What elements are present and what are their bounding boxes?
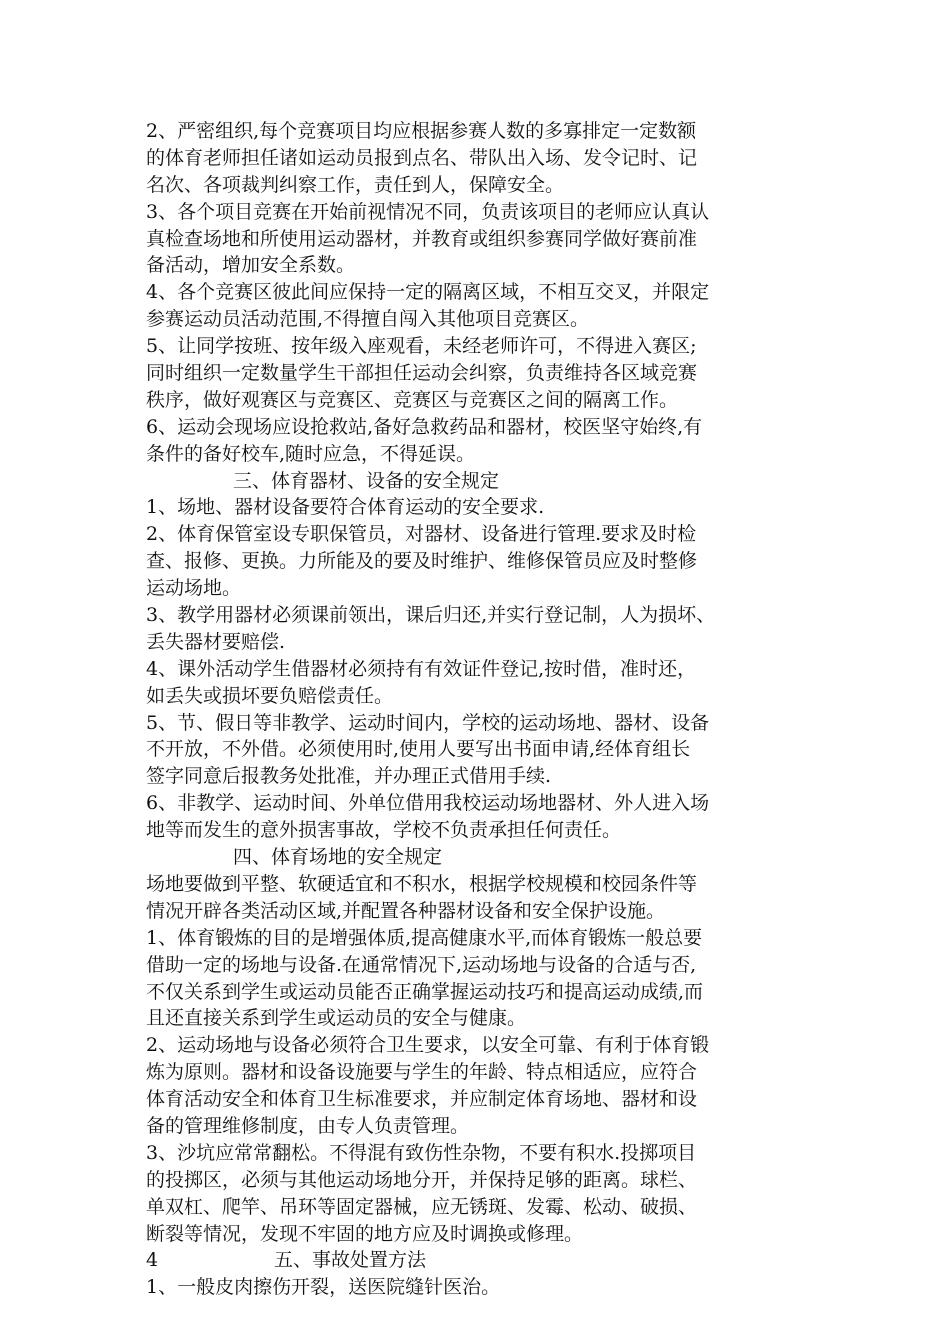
text-line: 查、报修、更换。力所能及的要及时维护、维修保管员应及时整修	[146, 550, 698, 573]
text-line: 情况开辟各类活动区域,并配置各种器材设备和安全保护设施。	[146, 899, 666, 922]
text-line: 签字同意后报教务处批准，并办理正式借用手续.	[146, 765, 552, 788]
heading-text: 五、事故处置方法	[274, 1249, 427, 1272]
text-line: 3、教学用器材必须课前领出，课后归还,并实行登记制，人为损坏、	[146, 604, 716, 627]
document-body	[146, 118, 806, 1301]
text-line: 5、节、假日等非教学、运动时间内，学校的运动场地、器材、设备	[146, 711, 710, 734]
text-line: 的投掷区，必须与其他运动场地分开，并保持足够的距离。球栏、	[146, 1168, 698, 1191]
section-heading-4: 四、体育场地的安全规定	[233, 846, 443, 869]
text-line: 同时组织一定数量学生干部担任运动会纠察，负责维持各区域竞赛	[146, 362, 698, 385]
text-line: 4、各个竞赛区彼此间应保持一定的隔离区域，不相互交叉，并限定	[146, 281, 710, 304]
text-line: 参赛运动员活动范围,不得擅自闯入其他项目竞赛区。	[146, 308, 590, 331]
text-line: 运动场地。	[146, 577, 242, 600]
text-line: 2、体育保管室设专职保管员，对器材、设备进行管理.要求及时检	[146, 523, 697, 546]
text-line: 6、非教学、运动时间、外单位借用我校运动场地器材、外人进入场	[146, 792, 710, 815]
text-line: 断裂等情况，发现不牢固的地方应及时调换或修理。	[146, 1222, 584, 1245]
text-line: 体育活动安全和体育卫生标准要求，并应制定体育场地、器材和设	[146, 1088, 698, 1111]
section-heading-5	[146, 1247, 806, 1274]
text-line: 如丢失或损坏要负赔偿责任。	[146, 684, 394, 707]
text-line: 3、各个项目竞赛在开始前视情况不同，负责该项目的老师应认真认	[146, 200, 710, 223]
text-line: 5、让同学按班、按年级入座观看，未经老师许可，不得进入赛区;	[146, 335, 697, 358]
heading-number: 4	[146, 1249, 159, 1272]
text-line: 条件的备好校车,随时应急，不得延误。	[146, 442, 476, 465]
text-line: 备活动，增加安全系数。	[146, 254, 356, 277]
text-line: 真检查场地和所使用运动器材，并教育或组织参赛同学做好赛前准	[146, 227, 698, 250]
text-line: 名次、各项裁判纠察工作，责任到人，保障安全。	[146, 173, 565, 196]
text-line: 秩序，做好观赛区与竞赛区、竞赛区与竞赛区之间的隔离工作。	[146, 388, 679, 411]
text-line: 1、场地、器材设备要符合体育运动的安全要求.	[146, 496, 545, 519]
text-line: 2、严密组织,每个竞赛项目均应根据参赛人数的多寡排定一定数额	[146, 120, 697, 142]
text-line: 1、体育锻炼的目的是增强体质,提高健康水平,而体育锻炼一般总要	[146, 926, 703, 949]
text-line: 6、运动会现场应设抢救站,备好急救药品和器材，校医坚守始终,有	[146, 415, 703, 438]
text-line: 场地要做到平整、软硬适宜和不积水，根据学校规模和校园条件等	[146, 872, 698, 895]
text-line: 丢失器材要赔偿.	[146, 630, 286, 653]
text-line: 且还直接关系到学生或运动员的安全与健康。	[146, 1007, 527, 1030]
text-line: 的体育老师担任诸如运动员报到点名、带队出入场、发令记时、记	[146, 146, 698, 169]
text-line: 1、一般皮肉擦伤开裂，送医院缝针医治。	[146, 1276, 501, 1299]
text-line: 2、运动场地与设备必须符合卫生要求，以安全可靠、有利于体育锻	[146, 1034, 710, 1057]
text-line: 3、沙坑应常常翻松。不得混有致伤性杂物，不要有积水.投掷项目	[146, 1141, 697, 1164]
text-line: 不仅关系到学生或运动员能否正确掌握运动技巧和提高运动成绩,而	[146, 980, 704, 1003]
section-heading-3: 三、体育器材、设备的安全规定	[233, 469, 500, 492]
text-line: 单双杠、爬竿、吊环等固定器械，应无锈斑、发霉、松动、破损、	[146, 1195, 698, 1218]
text-line: 地等而发生的意外损害事故，学校不负责承担任何责任。	[146, 819, 622, 842]
text-line: 4、课外活动学生借器材必须持有有效证件登记,按时借，准时还，	[146, 657, 697, 680]
text-line: 借助一定的场地与设备.在通常情况下,运动场地与设备的合适与否,	[146, 953, 697, 976]
text-line: 炼为原则。器材和设备设施要与学生的年龄、特点相适应，应符合	[146, 1061, 698, 1084]
text-line: 不开放，不外借。必须使用时,使用人要写出书面申请,经体育组长	[146, 738, 691, 761]
text-line: 备的管理维修制度，由专人负责管理。	[146, 1114, 470, 1137]
